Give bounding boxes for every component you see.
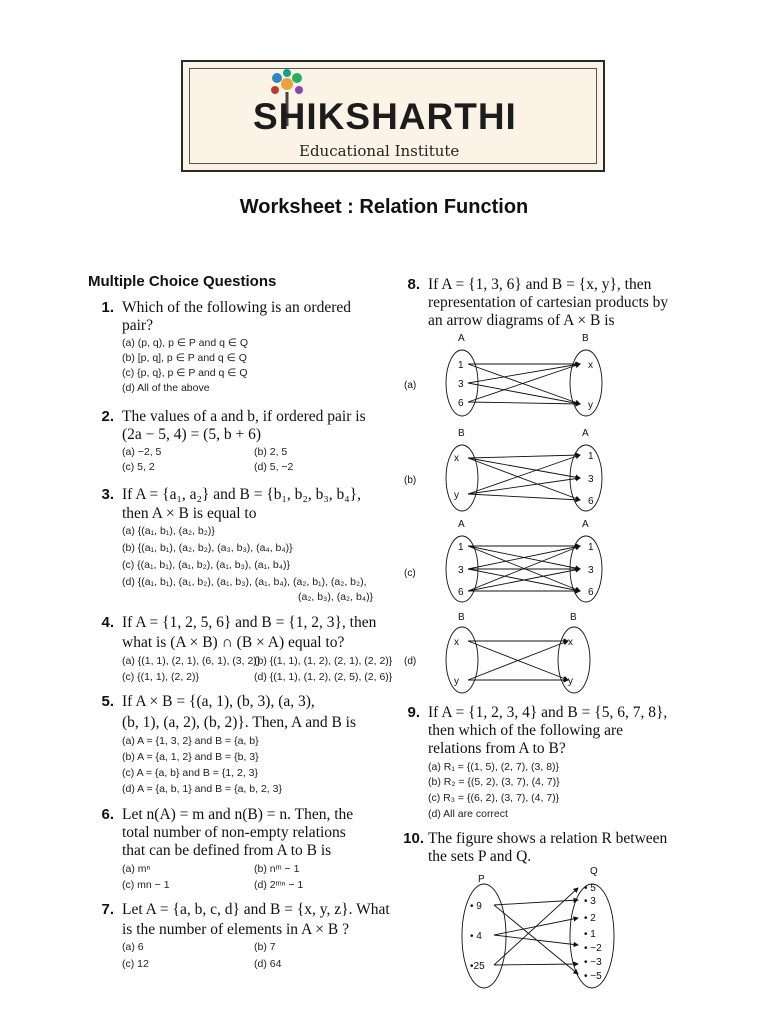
q3-option-d-cont: (a₂, b₃), (a₂, b₄)} <box>298 591 374 603</box>
svg-text:y: y <box>568 676 573 687</box>
q10-text-line1: The figure shows a relation R between <box>428 830 668 847</box>
svg-text:6: 6 <box>458 398 464 409</box>
svg-text:B: B <box>458 428 465 439</box>
q7-option-a: (a) 6 <box>122 941 144 953</box>
svg-text:• −2: • −2 <box>584 943 602 954</box>
svg-text:A: A <box>582 519 589 530</box>
svg-text:B: B <box>582 333 589 344</box>
q8-text-line2: representation of cartesian products by <box>428 294 669 311</box>
q8-text-line1: If A = {1, 3, 6} and B = {x, y}, then <box>428 276 652 293</box>
q2-option-c: (c) 5, 2 <box>122 461 155 473</box>
q1-option-a: (a) (p, q), p ∈ P and q ∈ Q <box>122 337 249 349</box>
q3-text-line2: then A × B is equal to <box>122 505 257 522</box>
svg-text:• 3: • 3 <box>584 896 596 907</box>
q7-text-line1: Let A = {a, b, c, d} and B = {x, y, z}. What <box>122 901 390 918</box>
q5-text-line2: (b, 1), (a, 2), (b, 2)}. Then, A and B is <box>122 714 357 731</box>
logo-banner <box>181 60 605 172</box>
q3-number: 3. <box>101 486 114 503</box>
svg-text:A: A <box>458 333 465 344</box>
svg-text:•25: •25 <box>470 961 485 972</box>
page-title: Worksheet : Relation Function <box>239 196 529 218</box>
q2-option-a: (a) −2, 5 <box>122 446 162 458</box>
svg-text:1: 1 <box>588 451 594 462</box>
q9-option-b: (b) R₂ = {(5, 2), (3, 7), (4, 7)} <box>428 776 560 788</box>
svg-text:• 9: • 9 <box>470 901 482 912</box>
q6-option-c: (c) mn − 1 <box>122 879 170 891</box>
q5-option-a: (a) A = {1, 3, 2} and B = {a, b} <box>122 735 259 747</box>
q2-text-line2: (2a − 5, 4) = (5, b + 6) <box>122 426 262 443</box>
q3-option-a: (a) {(a₁, b₁), (a₂, b₂)} <box>122 525 215 537</box>
q5-text-line1: If A × B = {(a, 1), (b, 3), (a, 3), <box>122 693 315 710</box>
q7-option-d: (d) 64 <box>254 958 282 970</box>
logo-subtitle: Educational Institute <box>299 142 460 160</box>
q7-option-c: (c) 12 <box>122 958 149 970</box>
svg-text:3: 3 <box>458 379 464 390</box>
q6-option-d: (d) 2ᵐⁿ − 1 <box>254 879 304 891</box>
q4-option-a: (a) {(1, 1), (2, 1), (6, 1), (3, 2)} <box>122 655 261 667</box>
q1-number: 1. <box>101 299 114 316</box>
svg-text:• 5: • 5 <box>584 883 596 894</box>
svg-text:6: 6 <box>588 587 594 598</box>
q8-label-a: (a) <box>404 380 417 391</box>
q6-option-b: (b) nᵐ − 1 <box>254 863 300 875</box>
q9-option-d: (d) All are correct <box>428 808 508 820</box>
q9-number: 9. <box>407 704 420 721</box>
svg-text:1: 1 <box>588 542 594 553</box>
svg-text:x: x <box>588 360 593 371</box>
q10-set-q: Q <box>590 866 598 877</box>
q9-option-c: (c) R₃ = {(6, 2), (3, 7), (4, 7)} <box>428 792 560 804</box>
svg-text:x: x <box>454 637 459 648</box>
q8-text-line3: an arrow diagrams of A × B is <box>428 312 615 329</box>
svg-text:3: 3 <box>458 565 464 576</box>
q8-label-c: (c) <box>404 568 416 579</box>
q7-option-b: (b) 7 <box>254 941 276 953</box>
svg-text:y: y <box>454 490 459 501</box>
q8-number: 8. <box>407 276 420 293</box>
q9-text-line1: If A = {1, 2, 3, 4} and B = {5, 6, 7, 8}, <box>428 704 668 721</box>
q2-number: 2. <box>101 408 114 425</box>
section-heading: Multiple Choice Questions <box>88 273 277 290</box>
q1-option-c: (c) {p, q}, p ∈ P and q ∈ Q <box>122 367 248 379</box>
q9-text-line3: relations from A to B? <box>428 740 566 757</box>
q3-option-c: (c) {(a₁, b₁), (a₁, b₂), (a₁, b₃), (a₁, b₄)} <box>122 559 291 571</box>
svg-text:6: 6 <box>588 496 594 507</box>
svg-text:x: x <box>454 453 459 464</box>
svg-text:3: 3 <box>588 474 594 485</box>
q10-number: 10. <box>403 830 424 847</box>
q4-option-b: (b) {(1, 1), (1, 2), (2, 1), (2, 2)} <box>254 655 393 667</box>
svg-text:• 4: • 4 <box>470 931 482 942</box>
svg-text:y: y <box>454 676 459 687</box>
q9-option-a: (a) R₁ = {(1, 5), (2, 7), (3, 8)} <box>428 761 560 773</box>
q4-text-line2: what is (A × B) ∩ (B × A) equal to? <box>122 634 345 651</box>
logo-wordmark: SHIKSHARTHI <box>253 96 517 137</box>
q8-arrow-diagrams <box>396 328 626 698</box>
q10-relation-diagram <box>450 864 620 994</box>
q10-text-line2: the sets P and Q. <box>428 848 532 865</box>
q10-set-p: P <box>478 874 485 885</box>
q1-option-d: (d) All of the above <box>122 382 210 394</box>
q3-text-line1: If A = {a₁, a₂} and B = {b₁, b₂, b₃, b₄}, <box>122 486 361 503</box>
q6-text-line1: Let n(A) = m and n(B) = n. Then, the <box>122 806 354 823</box>
q5-option-b: (b) A = {a, 1, 2} and B = {b, 3} <box>122 751 259 763</box>
q9-text-line2: then which of the following are <box>428 722 623 739</box>
q6-option-a: (a) mⁿ <box>122 863 151 875</box>
svg-text:6: 6 <box>458 587 464 598</box>
q2-option-b: (b) 2, 5 <box>254 446 288 458</box>
q3-option-b: (b) {(a₁, b₁), (a₂, b₂), (a₃, b₃), (a₄, b₄)} <box>122 542 293 554</box>
svg-text:B: B <box>570 612 577 623</box>
svg-text:B: B <box>458 612 465 623</box>
svg-text:y: y <box>588 400 593 411</box>
q5-number: 5. <box>101 693 114 710</box>
q4-option-c: (c) {(1, 1), (2, 2)} <box>122 671 200 683</box>
svg-text:A: A <box>458 519 465 530</box>
svg-text:• 1: • 1 <box>584 929 596 940</box>
q8-label-d: (d) <box>404 656 417 667</box>
q6-number: 6. <box>101 806 114 823</box>
svg-text:• −3: • −3 <box>584 957 602 968</box>
svg-text:• 2: • 2 <box>584 913 596 924</box>
q5-option-c: (c) A = {a, b} and B = {1, 2, 3} <box>122 767 259 779</box>
svg-text:3: 3 <box>588 565 594 576</box>
q8-label-b: (b) <box>404 475 417 486</box>
q3-option-d: (d) {(a₁, b₁), (a₁, b₂), (a₁, b₃), (a₁, b₄), (a₂, b₁), (a₂, b₂), <box>122 576 367 588</box>
q1-option-b: (b) [p, q], p ∈ P and q ∈ Q <box>122 352 247 364</box>
svg-text:1: 1 <box>458 360 464 371</box>
q2-text-line1: The values of a and b, if ordered pair is <box>122 408 366 425</box>
q2-option-d: (d) 5, −2 <box>254 461 294 473</box>
svg-text:A: A <box>582 428 589 439</box>
q4-text-line1: If A = {1, 2, 5, 6} and B = {1, 2, 3}, then <box>122 614 377 631</box>
q7-text-line2: is the number of elements in A × B ? <box>122 921 349 938</box>
svg-text:1: 1 <box>458 542 464 553</box>
q1-text: Which of the following is an ordered pair? <box>122 299 351 334</box>
svg-text:• −5: • −5 <box>584 971 602 982</box>
svg-text:x: x <box>568 637 573 648</box>
q5-option-d: (d) A = {a, b, 1} and B = {a, b, 2, 3} <box>122 783 282 795</box>
q7-number: 7. <box>101 901 114 918</box>
q4-option-d: (d) {(1, 1), (1, 2), (2, 5), (2, 6)} <box>254 671 393 683</box>
q6-text-line3: that can be defined from A to B is <box>122 842 332 859</box>
q6-text-line2: total number of non-empty relations <box>122 824 346 841</box>
q4-number: 4. <box>101 614 114 631</box>
